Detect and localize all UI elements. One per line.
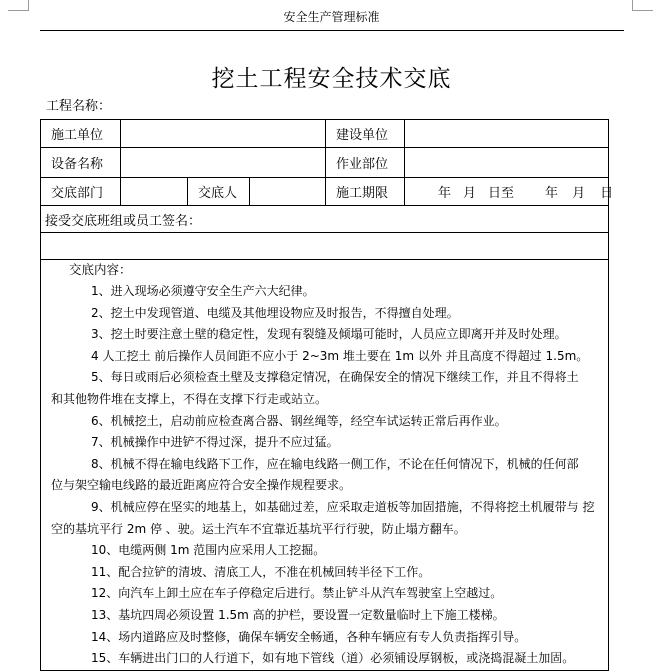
page-header: 安全生产管理标准 bbox=[283, 10, 380, 24]
content-item bbox=[51, 627, 608, 649]
date-year-end: 年 bbox=[545, 186, 559, 201]
briefing-dept-value[interactable] bbox=[121, 178, 188, 206]
date-day-end: 日 bbox=[600, 186, 614, 201]
content-item bbox=[51, 432, 608, 454]
content-item-line: 3、挖土时要注意土壁的稳定性，发现有裂缝及倾塌可能时，人员应立即离开并及时处理。 bbox=[91, 327, 567, 342]
date-year-start: 年 bbox=[438, 186, 452, 201]
content-item bbox=[51, 540, 608, 562]
equipment-name-label: 设备名称 bbox=[41, 148, 121, 178]
content-item-line: 15、车辆进出门口的人行道下，如有地下管线（道）必须铺设厚钢板，或浇捣混凝土加固。 bbox=[91, 651, 575, 666]
content-item-line: 11、配合拉铲的清坡、清底工人，不准在机械回转半径下工作。 bbox=[91, 564, 431, 579]
content-item-line: 8、机械不得在输电线路下工作，应在输电线路一侧工作，不论在任何情况下，机械的任何部 bbox=[91, 456, 579, 471]
content-item-line: 14、场内道路应及时整修，确保车辆安全畅通，各种车辆应有专人负责指挥引导。 bbox=[91, 629, 527, 644]
project-name-label: 工程名称： bbox=[46, 99, 112, 114]
content-item-line: 1、进入现场必须遵守安全生产六大纪律。 bbox=[91, 284, 315, 298]
header-divider bbox=[40, 30, 624, 31]
content-item bbox=[51, 454, 608, 497]
content-item-line: 13、基坑四周必须设置 1.5m 高的护栏，要设置一定数量临时上下施工楼梯。 bbox=[91, 607, 505, 622]
content-item-line: 4 人工挖土 前后操作人员间距不应小于 2~3m 堆土要在 1m 以外 并且高度不得超过 1.5m。 bbox=[91, 348, 589, 363]
construction-period-label: 施工期限 bbox=[326, 178, 405, 206]
content-item bbox=[51, 346, 608, 368]
content-item-line: 12、向汽车上卸土应在车子停稳定后进行。禁止铲斗从汽车驾驶室上空越过。 bbox=[91, 586, 503, 601]
signature-field[interactable] bbox=[41, 233, 609, 260]
form-row bbox=[41, 178, 609, 206]
content-title: 交底内容： bbox=[69, 262, 132, 277]
date-month-start: 月 bbox=[463, 186, 477, 201]
content-item bbox=[51, 497, 608, 540]
content-item bbox=[51, 583, 608, 605]
form-row bbox=[41, 233, 609, 260]
briefer-value[interactable] bbox=[250, 178, 326, 206]
briefer-label: 交底人 bbox=[188, 178, 250, 206]
content-item-line: 10、电缆两侧 1m 范围内应采用人工挖掘。 bbox=[91, 543, 326, 558]
content-item bbox=[51, 605, 608, 627]
content-item-line: 7、机械操作中进铲不得过深，提升不应过猛。 bbox=[91, 435, 339, 450]
content-item bbox=[51, 562, 608, 584]
content-item bbox=[51, 411, 608, 433]
content-item bbox=[51, 281, 608, 303]
content-item-line: 6、机械挖土，启动前应检查离合器、钢丝绳等，经空车试运转正常后再作业。 bbox=[91, 413, 507, 428]
content-item-line: 2、挖土中发现管道、电缆及其他埋设物应及时报告，不得擅自处理。 bbox=[91, 305, 459, 320]
content-item bbox=[51, 648, 608, 670]
content-items bbox=[51, 281, 608, 670]
construction-unit-value[interactable] bbox=[121, 120, 326, 148]
content-item-line: 9、机械应停在坚实的地基上，如基础过差，应采取走道板等加固措施，不得将挖土机履带与 挖 bbox=[91, 499, 595, 514]
content-item bbox=[51, 324, 608, 346]
briefing-form bbox=[40, 119, 614, 671]
form-row bbox=[41, 206, 609, 233]
briefing-dept-label: 交底部门 bbox=[41, 178, 121, 206]
construction-period-value[interactable] bbox=[405, 178, 614, 206]
construction-unit-label: 施工单位 bbox=[41, 120, 121, 148]
build-unit-value[interactable] bbox=[405, 120, 609, 148]
build-unit-label: 建设单位 bbox=[326, 120, 405, 148]
date-month-end: 月 bbox=[572, 186, 586, 201]
equipment-name-value[interactable] bbox=[121, 148, 326, 178]
content-item-line: 位与架空输电线路的最近距离应符合安全操作规程要求。 bbox=[51, 478, 352, 493]
form-row bbox=[41, 148, 609, 178]
content-item bbox=[51, 367, 608, 410]
document-title: 挖土工程安全技术交底 bbox=[211, 66, 452, 92]
briefing-content bbox=[41, 260, 609, 671]
content-item-line: 空的基坑平行 2m 停 、驶。运土汽车不宜靠近基坑平行行驶，防止塌方翻车。 bbox=[51, 521, 466, 536]
content-item bbox=[51, 303, 608, 325]
date-day-to: 日至 bbox=[488, 186, 515, 201]
work-site-value[interactable] bbox=[405, 148, 609, 178]
form-row bbox=[41, 120, 609, 148]
signature-label: 接受交底班组或员工签名： bbox=[41, 206, 609, 233]
content-item-line: 和其他物件堆在支撑上，不得在支撑下行走或站立。 bbox=[51, 391, 328, 406]
content-item-line: 5、每日或雨后必须检查土壁及支撑稳定情况，在确保安全的情况下继续工作，并且不得将土 bbox=[91, 370, 579, 385]
work-site-label: 作业部位 bbox=[326, 148, 405, 178]
form-row bbox=[41, 260, 609, 671]
